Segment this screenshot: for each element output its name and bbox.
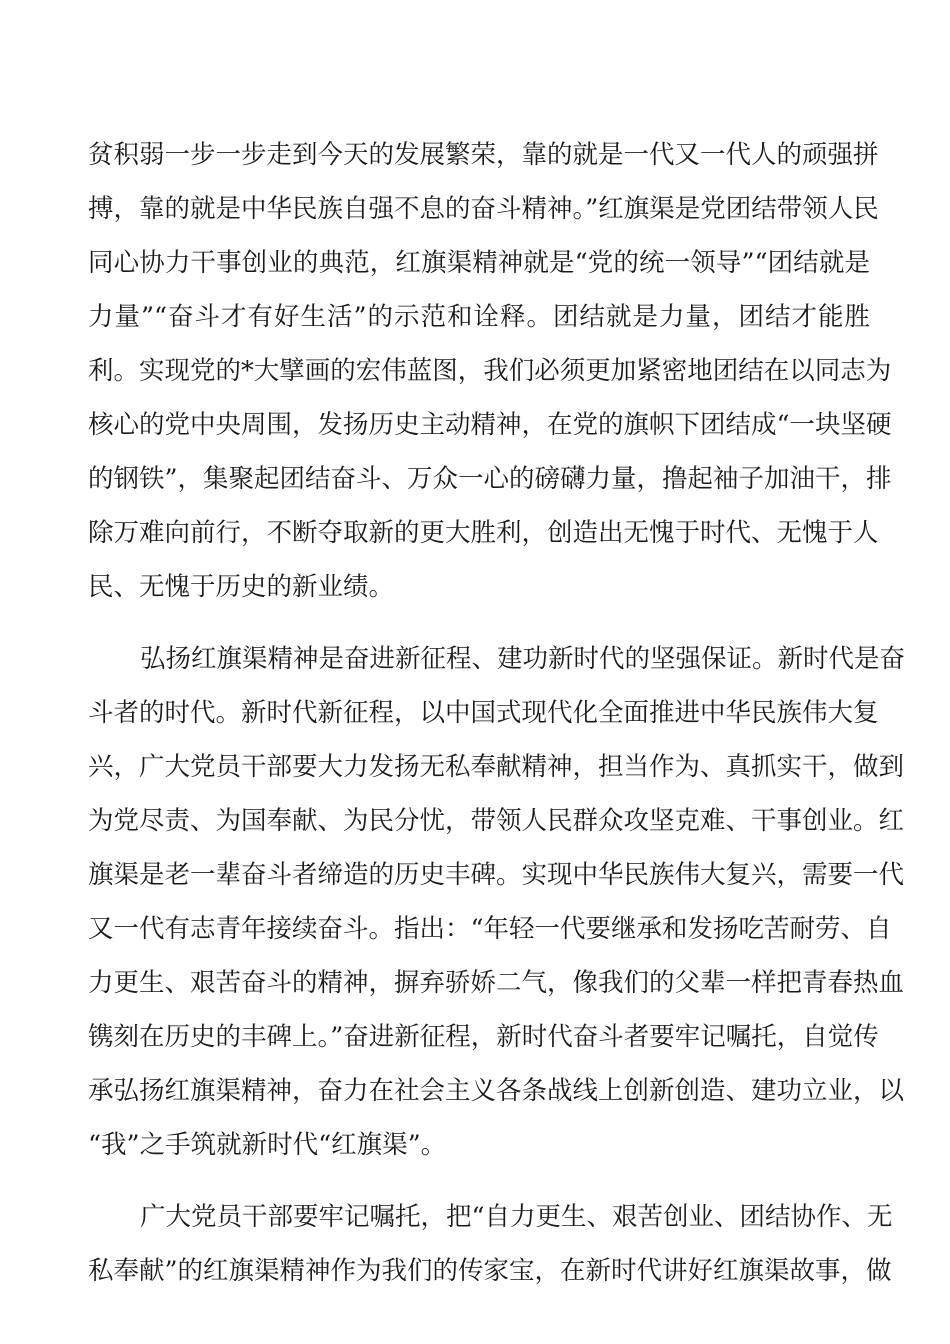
text-line: 为党尽责、为国奉献、为民分忧，带领人民群众攻坚克难、干事创业。红 bbox=[88, 806, 905, 836]
paragraph-spacing bbox=[88, 614, 870, 632]
paragraph-3 bbox=[88, 1190, 893, 1298]
text-line: 力量”“奋斗才有好生活”的示范和诠释。团结就是力量，团结才能胜 bbox=[88, 302, 870, 332]
paragraph-spacing bbox=[88, 1172, 870, 1190]
text-line: 核心的党中央周围，发扬历史主动精神，在党的旗帜下团结成“一块坚硬 bbox=[88, 410, 892, 440]
text-line: 承弘扬红旗渠精神，奋力在社会主义各条战线上创新创造、建功立业，以 bbox=[88, 1076, 905, 1106]
text-line: 弘扬红旗渠精神是奋进新征程、建功新时代的坚强保证。新时代是奋 bbox=[140, 644, 906, 674]
text-line: 又一代有志青年接续奋斗。指出：“年轻一代要继承和发扬吃苦耐劳、自 bbox=[88, 914, 892, 944]
text-line: 斗者的时代。新时代新征程，以中国式现代化全面推进中华民族伟大复 bbox=[88, 698, 879, 728]
text-line: 除万难向前行，不断夺取新的更大胜利，创造出无愧于时代、无愧于人 bbox=[88, 518, 879, 548]
text-line: 镌刻在历史的丰碑上。”奋进新征程，新时代奋斗者要牢记嘱托，自觉传 bbox=[88, 1022, 879, 1052]
text-line: 利。实现党的*大擘画的宏伟蓝图，我们必须更加紧密地团结在以同志为 bbox=[88, 356, 892, 386]
text-line: 兴，广大党员干部要大力发扬无私奉献精神，担当作为、真抓实干，做到 bbox=[88, 752, 905, 782]
text-line: 同心协力干事创业的典范，红旗渠精神就是“党的统一领导”“团结就是 bbox=[88, 248, 870, 278]
text-line: 私奉献”的红旗渠精神作为我们的传家宝，在新时代讲好红旗渠故事，做 bbox=[88, 1256, 892, 1286]
document-body bbox=[88, 128, 906, 1298]
paragraph-1 bbox=[88, 128, 892, 614]
text-line: 旗渠是老一辈奋斗者缔造的历史丰碑。实现中华民族伟大复兴，需要一代 bbox=[88, 860, 905, 890]
text-line: 民、无愧于历史的新业绩。 bbox=[88, 572, 395, 602]
text-line: 的钢铁”，集聚起团结奋斗、万众一心的磅礴力量，撸起袖子加油干，排 bbox=[88, 464, 892, 494]
paragraph-2 bbox=[88, 632, 906, 1172]
text-line: 贫积弱一步一步走到今天的发展繁荣，靠的就是一代又一代人的顽强拼 bbox=[88, 140, 879, 170]
text-line: 搏，靠的就是中华民族自强不息的奋斗精神。”红旗渠是党团结带领人民 bbox=[88, 194, 879, 224]
text-line: 力更生、艰苦奋斗的精神，摒弃骄娇二气，像我们的父辈一样把青春热血 bbox=[88, 968, 905, 998]
text-line: “我”之手筑就新时代“红旗渠”。 bbox=[88, 1130, 447, 1160]
text-line: 广大党员干部要牢记嘱托，把“自力更生、艰苦创业、团结协作、无 bbox=[140, 1202, 893, 1232]
